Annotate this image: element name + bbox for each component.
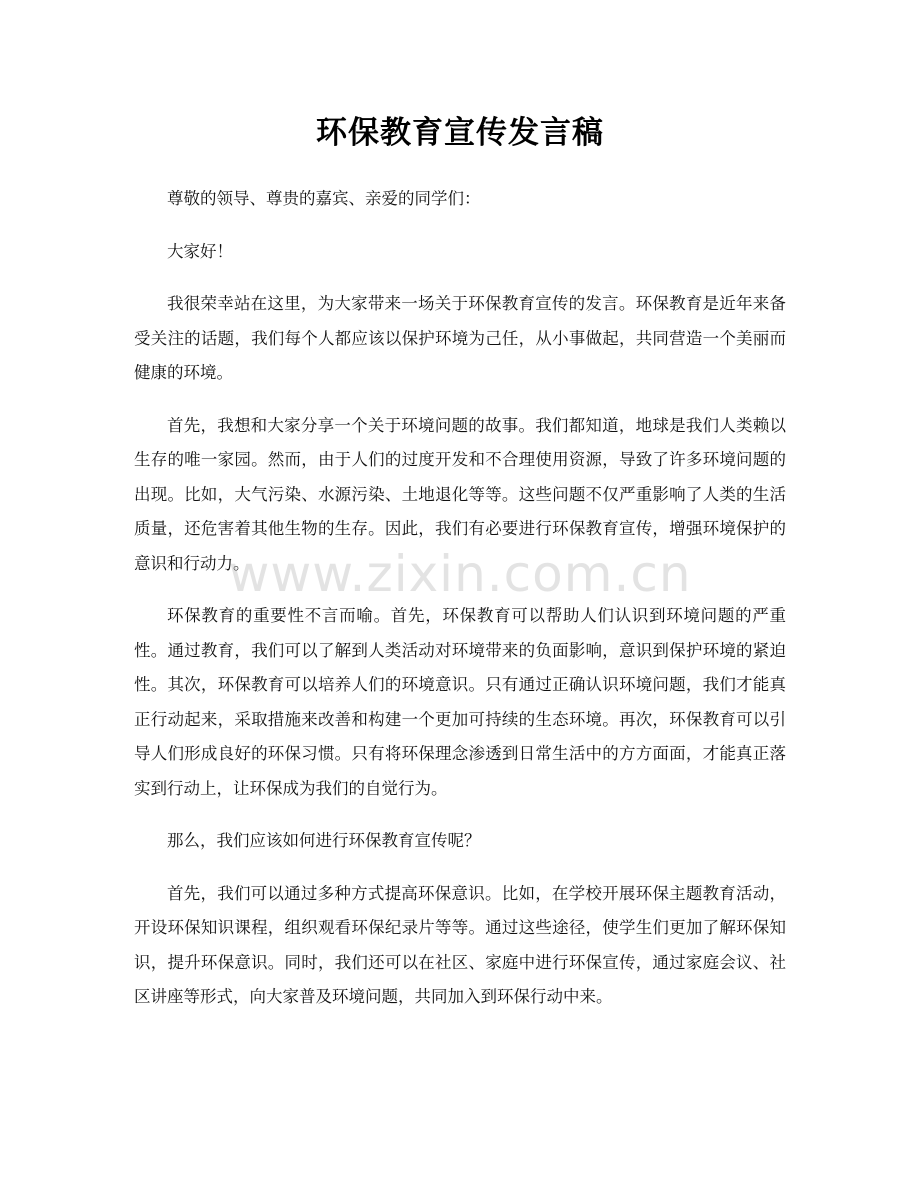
intro-paragraph: 我很荣幸站在这里，为大家带来一场关于环保教育宣传的发言。环保教育是近年来备受关注的话题，我们每个人都应该以保护环境为己任，从小事做起，共同营造一个美丽而健康的环境。 <box>134 294 786 382</box>
document-title: 环保教育宣传发言稿 <box>316 115 604 151</box>
salutation-paragraph: 尊敬的领导、尊贵的嘉宾、亲爱的同学们： <box>167 189 481 208</box>
document-body <box>134 182 786 1033</box>
greeting-paragraph: 大家好！ <box>167 241 233 261</box>
importance-paragraph: 环保教育的重要性不言而喻。首先，环保教育可以帮助人们认识到环境问题的严重性。通过教育，我们可以了解到人类活动对环境带来的负面影响，意识到保护环境的紧迫性。其次，环保教育可以培养人们的环境意识。只有通过正确认识环境问题，我们才能真正行动起来，采取措施来改善和构建一个更加可持续的生态环境。再次，环保教育可以引导人们形成良好的环保习惯。只有将环保理念渗透到日常生活中的方方面面，才能真正落实到行动上，让环保成为我们的自觉行为。 <box>134 606 786 798</box>
story-paragraph: 首先，我想和大家分享一个关于环境问题的故事。我们都知道，地球是我们人类赖以生存的唯一家园。然而，由于人们的过度开发和不合理使用资源，导致了许多环境问题的出现。比如，大气污染、水源污染、土地退化等等。这些问题不仅严重影响了人类的生活质量，还危害着其他生物的生存。因此，我们有必要进行环保教育宣传，增强环境保护的意识和行动力。 <box>134 415 786 573</box>
watermark-text: www.zixin.com.cn <box>228 545 692 603</box>
methods-paragraph: 首先，我们可以通过多种方式提高环保意识。比如，在学校开展环保主题教育活动，开设环保知识课程，组织观看环保纪录片等等。通过这些途径，使学生们更加了解环保知识，提升环保意识。同时，我们还可以在社区、家庭中进行环保宣传，通过家庭会议、社区讲座等形式，向大家普及环境问题，共同加入到环保行动中来。 <box>134 883 786 1006</box>
question-paragraph: 那么，我们应该如何进行环保教育宣传呢？ <box>167 831 481 850</box>
